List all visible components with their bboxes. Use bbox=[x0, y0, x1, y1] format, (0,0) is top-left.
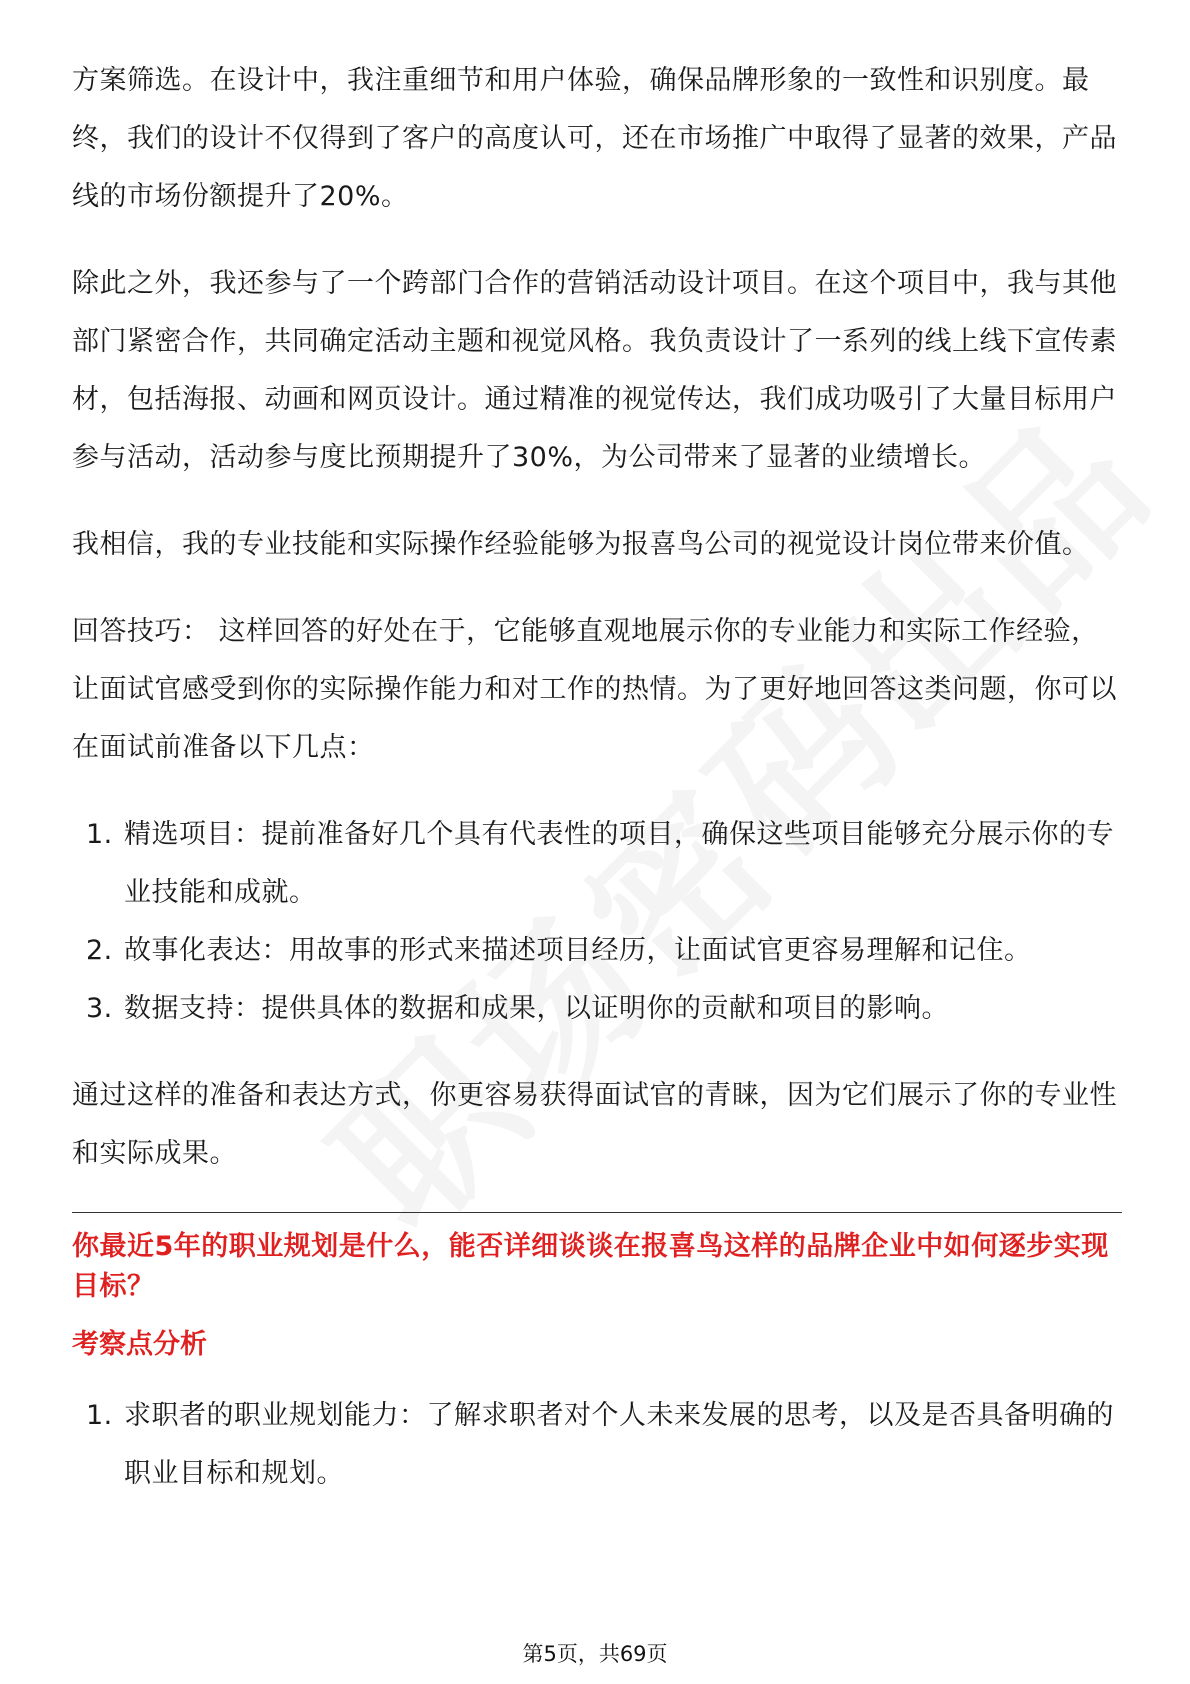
list-number: 2. bbox=[86, 935, 113, 966]
page-content bbox=[72, 52, 1122, 1532]
question-heading: 你最近5年的职业规划是什么，能否详细谈谈在报喜鸟这样的品牌企业中如何逐步实现目标？ bbox=[72, 1231, 1109, 1302]
tips-list bbox=[72, 806, 1122, 1038]
list-item-text: 求职者的职业规划能力：了解求职者对个人未来发展的思考，以及是否具备明确的职业目标和规划。 bbox=[124, 1400, 1114, 1489]
paragraph: 通过这样的准备和表达方式，你更容易获得面试官的青睐，因为它们展示了你的专业性和实际成果。 bbox=[72, 1080, 1117, 1169]
paragraph: 我相信，我的专业技能和实际操作经验能够为报喜鸟公司的视觉设计岗位带来价值。 bbox=[72, 529, 1090, 560]
list-item-text: 数据支持：提供具体的数据和成果，以证明你的贡献和项目的影响。 bbox=[124, 993, 949, 1024]
list-number: 1. bbox=[86, 1400, 113, 1431]
paragraph: 方案筛选。在设计中，我注重细节和用户体验，确保品牌形象的一致性和识别度。最终，我们的设计不仅得到了客户的高度认可，还在市场推广中取得了显著的效果，产品线的市场份额提升了20%。 bbox=[72, 65, 1117, 212]
list-item bbox=[72, 1387, 1122, 1503]
list-item-text: 故事化表达：用故事的形式来描述项目经历，让面试官更容易理解和记住。 bbox=[124, 935, 1032, 966]
list-number: 3. bbox=[86, 993, 113, 1024]
section-divider bbox=[72, 1212, 1122, 1213]
list-item-text: 精选项目：提前准备好几个具有代表性的项目，确保这些项目能够充分展示你的专业技能和成就。 bbox=[124, 819, 1114, 908]
list-item bbox=[72, 806, 1122, 922]
list-number: 1. bbox=[86, 819, 113, 850]
list-item bbox=[72, 980, 1122, 1038]
analysis-heading: 考察点分析 bbox=[72, 1329, 207, 1360]
paragraph: 除此之外，我还参与了一个跨部门合作的营销活动设计项目。在这个项目中，我与其他部门紧密合作，共同确定活动主题和视觉风格。我负责设计了一系列的线上线下宣传素材，包括海报、动画和网页设计。通过精准的视觉传达，我们成功吸引了大量目标用户参与活动，活动参与度比预期提升了30%，为公司带来了显著的业绩增长。 bbox=[72, 268, 1117, 473]
analysis-list bbox=[72, 1387, 1122, 1503]
page-footer: 第5页，共69页 bbox=[522, 1642, 668, 1666]
answer-tips-paragraph: 回答技巧： 这样回答的好处在于，它能够直观地展示你的专业能力和实际工作经验，让面试官感受到你的实际操作能力和对工作的热情。为了更好地回答这类问题，你可以在面试前准备以下几点： bbox=[72, 616, 1117, 763]
list-item bbox=[72, 922, 1122, 980]
